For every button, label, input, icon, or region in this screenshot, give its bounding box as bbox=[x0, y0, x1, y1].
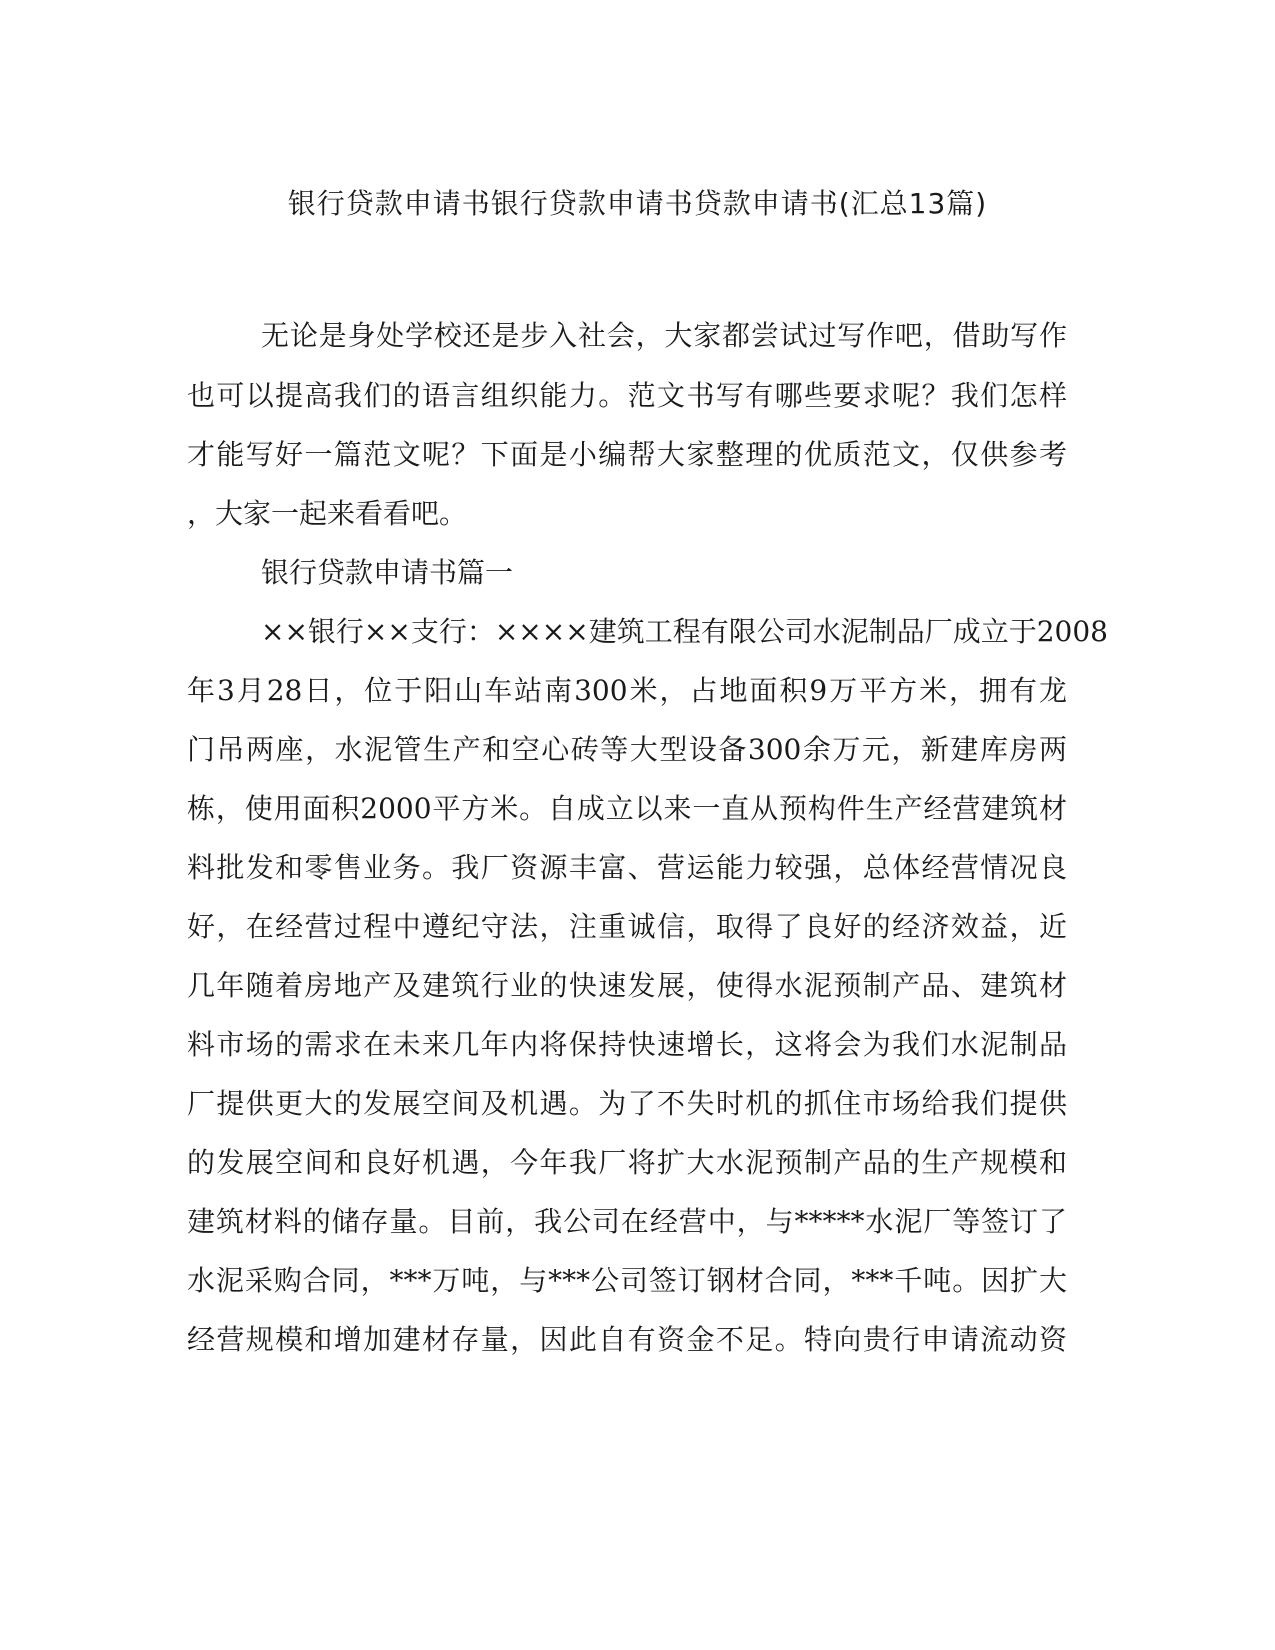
paragraph-line bbox=[187, 730, 1067, 770]
paragraph-line bbox=[187, 848, 1067, 888]
paragraph-line bbox=[187, 435, 1067, 475]
section-heading bbox=[261, 553, 1067, 593]
paragraph-line bbox=[187, 789, 1067, 829]
line-text: 料市场的需求在未来几年内将保持快速增长，这将会为我们水泥制品 bbox=[187, 1028, 1067, 1061]
line-text: ，大家一起来看看吧。 bbox=[187, 497, 468, 530]
line-text: 的发展空间和良好机遇，今年我厂将扩大水泥预制产品的生产规模和 bbox=[187, 1146, 1067, 1179]
paragraph-line bbox=[187, 1261, 1067, 1301]
line-text: 门吊两座，水泥管生产和空心砖等大型设备300余万元，新建库房两 bbox=[187, 733, 1067, 766]
section-heading-text: 银行贷款申请书篇一 bbox=[261, 556, 514, 589]
line-text: 经营规模和增加建材存量，因此自有资金不足。特向贵行申请流动资 bbox=[187, 1323, 1067, 1356]
paragraph-line bbox=[187, 376, 1067, 416]
paragraph-line bbox=[187, 671, 1067, 711]
line-text: 栋，使用面积2000平方米。自成立以来一直从预构件生产经营建筑材 bbox=[187, 792, 1067, 825]
paragraph-line bbox=[261, 612, 1108, 652]
line-text: 水泥采购合同，***万吨，与***公司签订钢材合同，***千吨。因扩大 bbox=[187, 1264, 1067, 1297]
line-text: 厂提供更大的发展空间及机遇。为了不失时机的抓住市场给我们提供 bbox=[187, 1087, 1067, 1120]
line-text: 好，在经营过程中遵纪守法，注重诚信，取得了良好的经济效益，近 bbox=[187, 910, 1067, 943]
line-text: ××银行××支行：××××建筑工程有限公司水泥制品厂成立于2008 bbox=[261, 615, 1108, 648]
paragraph-line bbox=[187, 494, 1067, 534]
line-text: 几年随着房地产及建筑行业的快速发展，使得水泥预制产品、建筑材 bbox=[187, 969, 1067, 1002]
paragraph-line bbox=[187, 907, 1067, 947]
paragraph-line bbox=[187, 1143, 1067, 1183]
line-text: 建筑材料的储存量。目前，我公司在经营中，与*****水泥厂等签订了 bbox=[187, 1205, 1067, 1238]
line-text: 也可以提高我们的语言组织能力。范文书写有哪些要求呢？我们怎样 bbox=[187, 379, 1067, 412]
paragraph-line bbox=[187, 966, 1067, 1006]
line-text: 无论是身处学校还是步入社会，大家都尝试过写作吧，借助写作 bbox=[261, 319, 1067, 352]
paragraph-line bbox=[187, 1202, 1067, 1242]
document-title: 银行贷款申请书银行贷款申请书贷款申请书(汇总13篇) bbox=[287, 187, 988, 220]
paragraph-line bbox=[187, 1320, 1067, 1360]
line-text: 料批发和零售业务。我厂资源丰富、营运能力较强，总体经营情况良 bbox=[187, 851, 1067, 884]
paragraph-line bbox=[261, 316, 1067, 356]
paragraph-line bbox=[187, 1084, 1067, 1124]
line-text: 才能写好一篇范文呢？下面是小编帮大家整理的优质范文，仅供参考 bbox=[187, 438, 1067, 471]
line-text: 年3月28日，位于阳山车站南300米，占地面积9万平方米，拥有龙 bbox=[187, 674, 1067, 707]
paragraph-line bbox=[187, 1025, 1067, 1065]
